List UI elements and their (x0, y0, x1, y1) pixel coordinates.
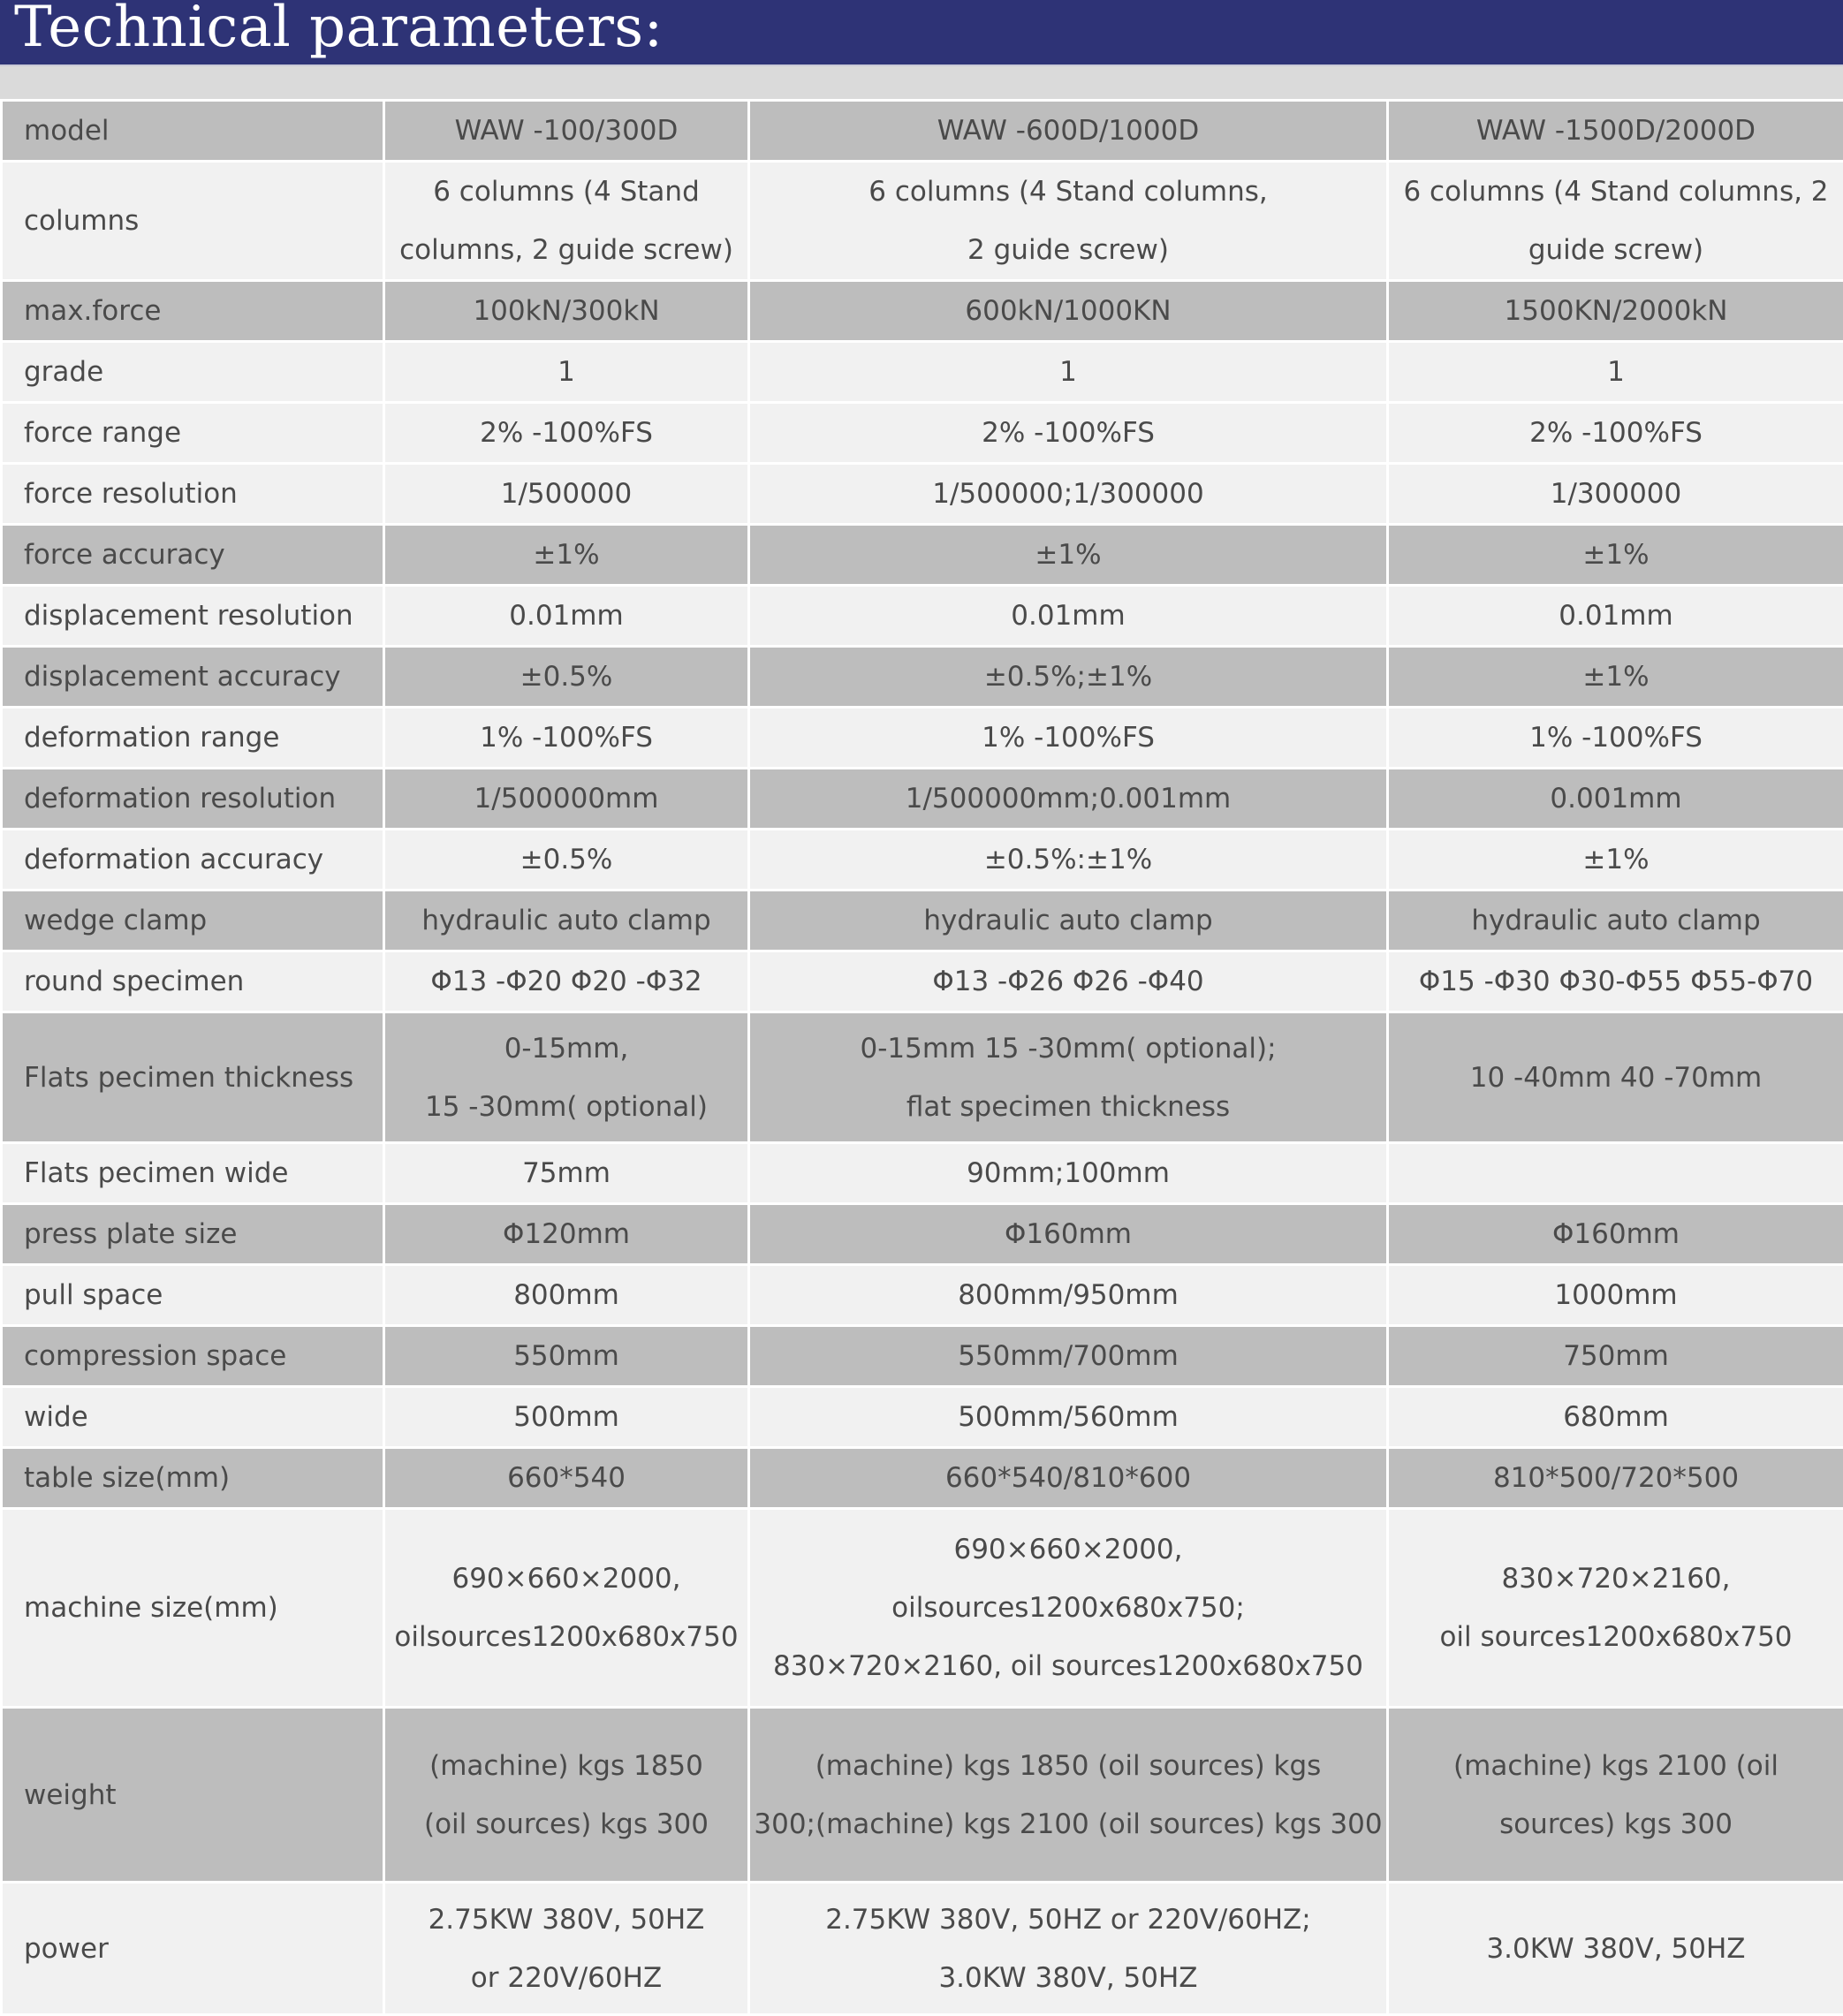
row-label: columns (2, 162, 384, 281)
cell-text-line: 3.0KW 380V, 50HZ (1389, 1920, 1843, 1978)
cell-text-line: sources) kgs 300 (1389, 1795, 1843, 1853)
cell-text-line: ±1% (1389, 830, 1843, 889)
cell-text-line: Φ160mm (1389, 1205, 1843, 1263)
cell-text-line: columns, 2 guide screw) (385, 221, 747, 279)
cell-text-line: guide screw) (1389, 221, 1843, 279)
cell-text-line: 0-15mm 15 -30mm( optional); (750, 1019, 1386, 1078)
cell-text-line: 3.0KW 380V, 50HZ (750, 1949, 1386, 2007)
row-value (749, 586, 1388, 647)
table-row (2, 586, 1843, 647)
row-value (1388, 708, 1843, 769)
table-row (2, 891, 1843, 951)
cell-text-line: 830×720×2160, oil sources1200x680x750 (750, 1637, 1386, 1695)
row-value (384, 525, 749, 586)
row-value (749, 647, 1388, 708)
row-value (749, 162, 1388, 281)
cell-text-line: 2% -100%FS (385, 404, 747, 462)
row-value (1388, 1708, 1843, 1883)
row-value (749, 1143, 1388, 1204)
row-value (1388, 1326, 1843, 1387)
row-label: max.force (2, 281, 384, 342)
table-row (2, 1143, 1843, 1204)
table-row (2, 830, 1843, 891)
cell-text-line: Φ13 -Φ26 Φ26 -Φ40 (750, 952, 1386, 1011)
row-value (1388, 1265, 1843, 1326)
cell-text-line: 660*540/810*600 (750, 1449, 1386, 1507)
cell-text-line: 6 columns (4 Stand columns, 2 (1389, 163, 1843, 221)
row-value (384, 769, 749, 830)
cell-text-line: ±0.5% (385, 648, 747, 706)
cell-text-line: flat specimen thickness (750, 1078, 1386, 1136)
row-label: grade (2, 342, 384, 403)
cell-text-line: or 220V/60HZ (385, 1949, 747, 2007)
cell-text-line: Φ120mm (385, 1205, 747, 1263)
row-value (384, 1326, 749, 1387)
table-row (2, 951, 1843, 1012)
row-value (1388, 1509, 1843, 1708)
cell-text-line: hydraulic auto clamp (1389, 891, 1843, 950)
row-label: round specimen (2, 951, 384, 1012)
row-label: machine size(mm) (2, 1509, 384, 1708)
row-value (749, 830, 1388, 891)
cell-text-line: Φ15 -Φ30 Φ30-Φ55 Φ55-Φ70 (1389, 952, 1843, 1011)
row-value (384, 1883, 749, 2015)
cell-text-line: (machine) kgs 1850 (oil sources) kgs (750, 1737, 1386, 1795)
cell-text-line: oilsources1200x680x750 (385, 1608, 747, 1666)
cell-text-line: (oil sources) kgs 300 (385, 1795, 747, 1853)
row-value (384, 647, 749, 708)
cell-text-line: 0.001mm (1389, 769, 1843, 828)
row-value (384, 1012, 749, 1143)
row-value (749, 951, 1388, 1012)
row-label: weight (2, 1708, 384, 1883)
row-value (1388, 162, 1843, 281)
row-value (1388, 1143, 1843, 1204)
row-value (1388, 647, 1843, 708)
row-value (384, 1143, 749, 1204)
cell-text-line: 750mm (1389, 1327, 1843, 1385)
cell-text-line: 1 (1389, 343, 1843, 401)
table-row (2, 1204, 1843, 1265)
cell-text-line: 100kN/300kN (385, 282, 747, 340)
table-row (2, 342, 1843, 403)
cell-text-line: 0.01mm (385, 587, 747, 645)
table-row (2, 403, 1843, 464)
row-value (1388, 1012, 1843, 1143)
table-row (2, 525, 1843, 586)
row-label: Flats pecimen thickness (2, 1012, 384, 1143)
cell-text-line: 600kN/1000KN (750, 282, 1386, 340)
cell-text-line: 500mm (385, 1388, 747, 1446)
table-row (2, 1448, 1843, 1509)
cell-text-line: 1/300000 (1389, 465, 1843, 523)
row-value (749, 101, 1388, 162)
row-value (749, 1509, 1388, 1708)
row-value (749, 1883, 1388, 2015)
row-value (749, 1265, 1388, 1326)
row-value (1388, 769, 1843, 830)
cell-text-line: ±1% (750, 526, 1386, 584)
cell-text-line: 1000mm (1389, 1266, 1843, 1324)
row-value (1388, 403, 1843, 464)
row-value (384, 1265, 749, 1326)
cell-text-line: ±1% (385, 526, 747, 584)
row-value (384, 162, 749, 281)
row-value (749, 1012, 1388, 1143)
row-label: force range (2, 403, 384, 464)
cell-text-line: oilsources1200x680x750; (750, 1579, 1386, 1637)
row-value (384, 1708, 749, 1883)
row-value (749, 1448, 1388, 1509)
row-label: wide (2, 1387, 384, 1448)
table-row (2, 1883, 1843, 2015)
row-value (749, 403, 1388, 464)
cell-text-line: hydraulic auto clamp (750, 891, 1386, 950)
cell-text-line: 810*500/720*500 (1389, 1449, 1843, 1507)
row-value (384, 586, 749, 647)
row-value (1388, 891, 1843, 951)
cell-text-line: 1 (750, 343, 1386, 401)
table-row (2, 1708, 1843, 1883)
cell-text-line: 800mm/950mm (750, 1266, 1386, 1324)
table-row (2, 281, 1843, 342)
row-value (749, 1204, 1388, 1265)
row-value (749, 281, 1388, 342)
table-row (2, 647, 1843, 708)
row-value (1388, 281, 1843, 342)
row-value (1388, 830, 1843, 891)
row-label: force resolution (2, 464, 384, 525)
cell-text-line: 2.75KW 380V, 50HZ or 220V/60HZ; (750, 1891, 1386, 1949)
cell-text-line: WAW -100/300D (385, 102, 747, 160)
row-label: wedge clamp (2, 891, 384, 951)
cell-text-line: 0.01mm (750, 587, 1386, 645)
row-value (384, 1204, 749, 1265)
cell-text-line: ±0.5%;±1% (750, 648, 1386, 706)
header-divider-band (0, 66, 1843, 99)
cell-text-line: Φ13 -Φ20 Φ20 -Φ32 (385, 952, 747, 1011)
cell-text-line: 830×720×2160, (1389, 1550, 1843, 1608)
table-row (2, 1509, 1843, 1708)
cell-text-line: (machine) kgs 2100 (oil (1389, 1737, 1843, 1795)
cell-text-line: 6 columns (4 Stand columns, (750, 163, 1386, 221)
row-label: power (2, 1883, 384, 2015)
row-value (384, 342, 749, 403)
row-value (1388, 1204, 1843, 1265)
table-row (2, 1387, 1843, 1448)
cell-text-line: 1% -100%FS (385, 709, 747, 767)
cell-text-line: 1/500000mm;0.001mm (750, 769, 1386, 828)
table-row (2, 1265, 1843, 1326)
row-value (749, 1708, 1388, 1883)
row-value (384, 891, 749, 951)
row-value (749, 342, 1388, 403)
cell-text-line: 1% -100%FS (1389, 709, 1843, 767)
cell-text-line: 1500KN/2000kN (1389, 282, 1843, 340)
cell-text-line: 2% -100%FS (1389, 404, 1843, 462)
row-value (1388, 1387, 1843, 1448)
row-label: displacement accuracy (2, 647, 384, 708)
row-label: force accuracy (2, 525, 384, 586)
row-value (1388, 586, 1843, 647)
row-value (384, 101, 749, 162)
cell-text-line: 1% -100%FS (750, 709, 1386, 767)
row-value (749, 525, 1388, 586)
header-bar (0, 0, 1843, 66)
cell-text-line: 2% -100%FS (750, 404, 1386, 462)
cell-text-line: 1/500000;1/300000 (750, 465, 1386, 523)
row-value (1388, 101, 1843, 162)
row-value (384, 1509, 749, 1708)
cell-text-line: hydraulic auto clamp (385, 891, 747, 950)
cell-text-line: 690×660×2000, (750, 1520, 1386, 1579)
row-label: deformation resolution (2, 769, 384, 830)
cell-text-line: 680mm (1389, 1388, 1843, 1446)
cell-text-line: ±0.5% (385, 830, 747, 889)
table-row (2, 1326, 1843, 1387)
row-label: deformation accuracy (2, 830, 384, 891)
row-value (1388, 1883, 1843, 2015)
cell-text-line: 6 columns (4 Stand (385, 163, 747, 221)
table-row (2, 162, 1843, 281)
cell-text-line: ±1% (1389, 526, 1843, 584)
cell-text-line: 550mm/700mm (750, 1327, 1386, 1385)
cell-text-line: WAW -1500D/2000D (1389, 102, 1843, 160)
cell-text-line: ±0.5%:±1% (750, 830, 1386, 889)
cell-text-line: 15 -30mm( optional) (385, 1078, 747, 1136)
cell-text-line: 800mm (385, 1266, 747, 1324)
row-label: model (2, 101, 384, 162)
table-row (2, 708, 1843, 769)
row-value (384, 951, 749, 1012)
row-value (1388, 464, 1843, 525)
row-value (384, 708, 749, 769)
cell-text-line: (machine) kgs 1850 (385, 1737, 747, 1795)
cell-text-line: 2.75KW 380V, 50HZ (385, 1891, 747, 1949)
row-value (749, 1326, 1388, 1387)
row-value (1388, 525, 1843, 586)
cell-text-line: 660*540 (385, 1449, 747, 1507)
cell-text-line: Φ160mm (750, 1205, 1386, 1263)
row-label: press plate size (2, 1204, 384, 1265)
cell-text-line: 1/500000mm (385, 769, 747, 828)
cell-text-line: oil sources1200x680x750 (1389, 1608, 1843, 1666)
row-value (749, 1387, 1388, 1448)
table-row (2, 464, 1843, 525)
cell-text-line: 550mm (385, 1327, 747, 1385)
cell-text-line: 90mm;100mm (750, 1144, 1386, 1202)
cell-text-line: 10 -40mm 40 -70mm (1389, 1049, 1843, 1107)
row-label: compression space (2, 1326, 384, 1387)
cell-text-line: 2 guide screw) (750, 221, 1386, 279)
cell-text-line: 1/500000 (385, 465, 747, 523)
cell-text-line: 500mm/560mm (750, 1388, 1386, 1446)
cell-text-line: 300;(machine) kgs 2100 (oil sources) kgs 300 (750, 1795, 1386, 1853)
cell-text-line: 0-15mm, (385, 1019, 747, 1078)
row-label: deformation range (2, 708, 384, 769)
cell-text-line: ±1% (1389, 648, 1843, 706)
parameters-table (0, 99, 1843, 2016)
row-value (749, 769, 1388, 830)
row-value (1388, 1448, 1843, 1509)
parameters-table-body (2, 101, 1843, 2015)
row-label: pull space (2, 1265, 384, 1326)
cell-text-line: 690×660×2000, (385, 1550, 747, 1608)
page-title: Technical parameters: (14, 0, 664, 67)
row-value (384, 464, 749, 525)
row-value (384, 1448, 749, 1509)
row-value (384, 403, 749, 464)
row-value (384, 830, 749, 891)
table-row (2, 1012, 1843, 1143)
cell-text-line: 1 (385, 343, 747, 401)
row-value (1388, 951, 1843, 1012)
row-value (749, 464, 1388, 525)
cell-text-line: WAW -600D/1000D (750, 102, 1386, 160)
row-label: displacement resolution (2, 586, 384, 647)
table-row (2, 101, 1843, 162)
cell-text-line: 0.01mm (1389, 587, 1843, 645)
row-value (749, 891, 1388, 951)
row-label: table size(mm) (2, 1448, 384, 1509)
row-value (384, 281, 749, 342)
row-value (749, 708, 1388, 769)
row-value (384, 1387, 749, 1448)
table-row (2, 769, 1843, 830)
row-value (1388, 342, 1843, 403)
cell-text-line: 75mm (385, 1144, 747, 1202)
row-label: Flats pecimen wide (2, 1143, 384, 1204)
